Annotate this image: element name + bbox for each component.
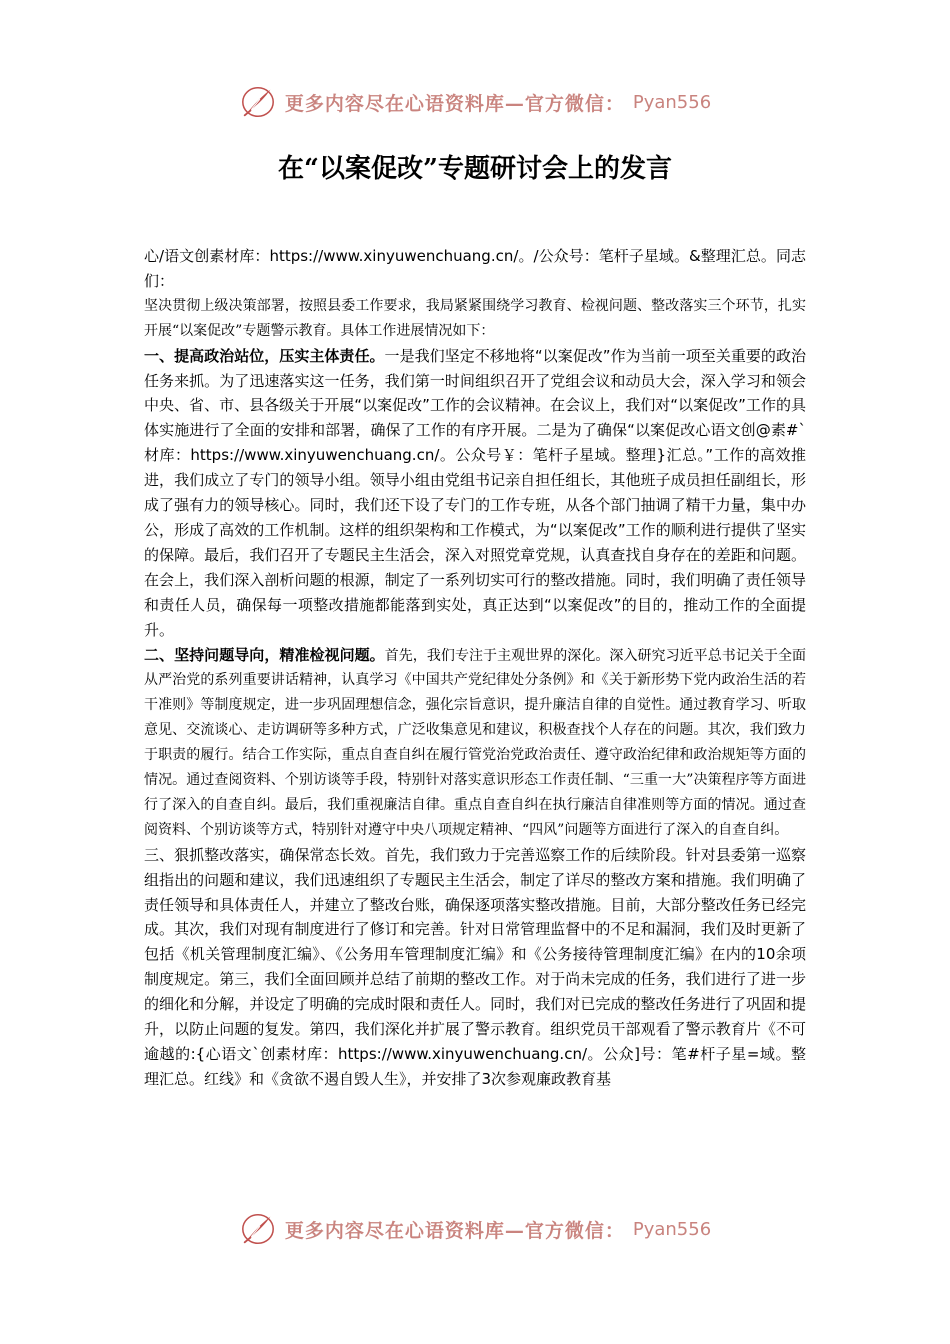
section-3-paragraph: 三、狠抓整改落实，确保常态长效。首先，我们致力于完善巡察工作的后续阶段。针对县委第一巡察组指出的问题和建议，我们迅速组织了专题民主生活会，制定了详尽的整改方案和措施。我们明确了责任领导和具体责任人，并建立了整改台账，确保逐项落实整改措施。目前，大部分整改任务已经完成。其次，我们对现有制度进行了修订和完善。针对日常管理监督中的不足和漏洞，我们及时更新了包括《机关管理制度汇编》、《公务用车管理制度汇编》和《公务接待管理制度汇编》在内的10余项制度规定。第三，我们全面回顾并总结了前期的整改工作。对于尚未完成的任务，我们进行了进一步的细化和分解，并设定了明确的完成时限和责任人。同时，我们对已完成的整改任务进行了巩固和提升，以防止问题的复发。第四，我们深化并扩展了警示教育。组织党员干部观看了警示教育片《不可逾越的:{心语文`创素材库：https://www.xinyuwenchuang.cn/。公众]号：笔#杆子星=域。整理汇总。红线》和《贪欲不遏自毁人生》，并安排了3次参观廉政教育基 [144,845,806,1088]
section-2-body: 首先，我们专注于主观世界的深化。深入研究习近平总书记关于全面从严治党的系列重要讲话精神，认真学习《中国共产党纪律处分条例》和《关于新形势下党内政治生活的若干准则》等制度规定，进一步巩固理想信念，强化宗旨意识，提升廉洁自律的自觉性。通过教育学习、听取意见、交流谈心、走访调研等多种方式，广泛收集意见和建议，积极查找个人存在的问题。其次，我们致力于职责的履行。结合工作实际，重点自查自纠在履行管党治党政治责任、遵守政治纪律和政治规矩等方面的情况。通过查阅资料、个别访谈等手段，特别针对落实意识形态工作责任制、“三重一大”决策程序等方面进行了深入的自查自纠。最后，我们重视廉洁自律。重点自查自纠在执行廉洁自律准则等方面的情况。通过查阅资料、个别访谈等方式，特别针对遵守中央八项规定精神、“四风”问题等方面进行了深入的自查自纠。 [144,647,806,838]
banner-wechat-id: Pyan556 [632,91,712,113]
intro-paragraph: 心/语文创素材库：https://www.xinyuwenchuang.cn/。/公众号：笔杆子星域。&整理汇总。同志们： [144,247,806,290]
section-1-body: 一是我们坚定不移地将“以案促改”作为当前一项至关重要的政治任务来抓。为了迅速落实这一任务，我们第一时间组织召开了党组会议和动员大会，深入学习和领会中央、省、市、县各级关于开展“以案促改”工作的会议精神。在会议上，我们对“以案促改”工作的具体实施进行了全面的安排和部署，确保了工作的有序开展。二是为了确保“以案促改心语文创@素#`材库：https://www.xinyuwenchuang.cn/。公众号￥：笔杆子星域。整理}汇总。”工作的高效推进，我们成立了专门的领导小组。领导小组由党组书记亲自担任组长，其他班子成员担任副组长，形成了强有力的领导核心。同时，我们还下设了专门的工作专班，从各个部门抽调了精干力量，集中办公，形成了高效的工作机制。这样的组织架构和工作模式，为“以案促改”工作的顺利进行提供了坚实的保障。最后，我们召开了专题民主生活会，深入对照党章党规，认真查找自身存在的差距和问题。在会上，我们深入剖析问题的根源，制定了一系列切实可行的整改措施。同时，我们明确了责任领导和责任人员，确保每一项整改措施都能落到实处，真正达到“以案促改”的目的，推动工作的全面提升。 [144,346,806,639]
document-title: 在“以案促改”专题研讨会上的发言 [278,154,672,184]
feather-logo-icon [239,83,277,121]
footer-banner [0,1207,950,1251]
section-2-heading: 二、坚持问题导向，精准检视问题。 [144,645,385,664]
section-1-paragraph [144,344,806,643]
document-body [144,244,806,1092]
banner-text: 更多内容尽在心语资料库—官方微信： [284,92,625,115]
feather-logo-icon [239,1210,277,1248]
section-1-heading: 一、提高政治站位，压实主体责任。 [144,346,385,365]
banner-text: 更多内容尽在心语资料库—官方微信： [284,1219,625,1242]
banner-wechat-id: Pyan556 [632,1218,712,1240]
header-banner [0,80,950,124]
overview-paragraph: 坚决贯彻上级决策部署，按照县委工作要求，我局紧紧围绕学习教育、检视问题、整改落实三个环节，扎实开展“以案促改”专题警示教育。具体工作进展情况如下： [144,297,806,339]
section-2-paragraph [144,643,806,843]
